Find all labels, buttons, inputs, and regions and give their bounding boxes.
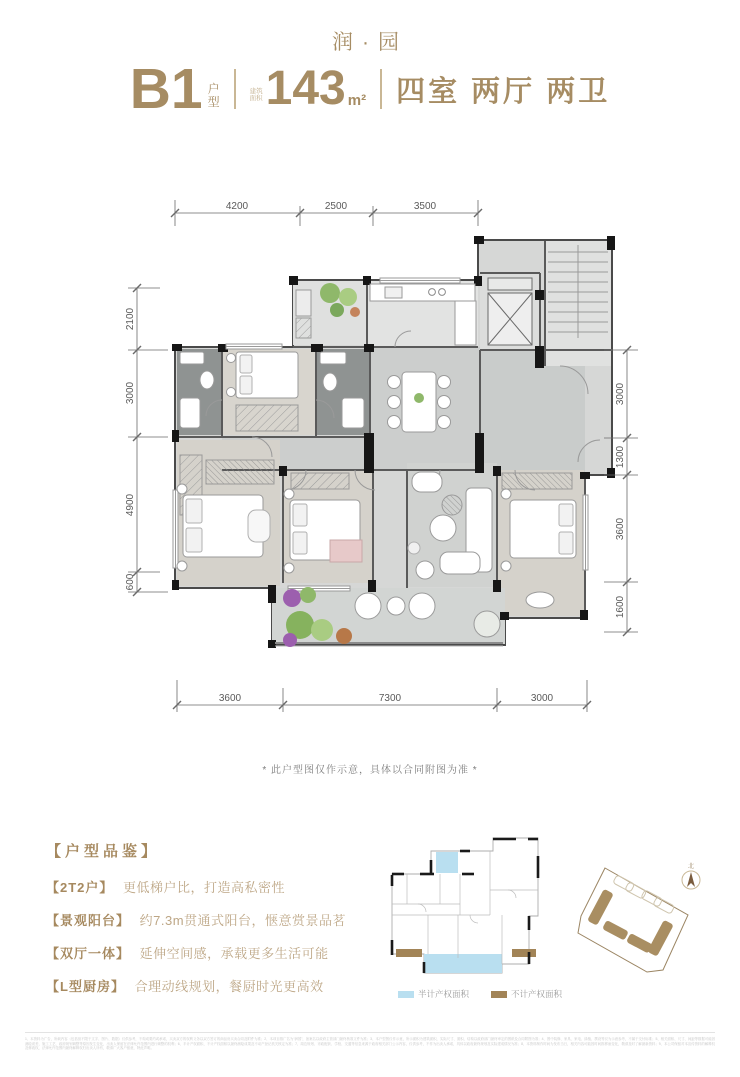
legend-half-area bbox=[398, 988, 469, 1000]
legend-excluded-area bbox=[491, 988, 562, 1000]
feature-tag: 【双厅一体】 bbox=[46, 946, 131, 961]
svg-text:3600: 3600 bbox=[615, 517, 626, 541]
mini-half-area-balcony bbox=[424, 954, 502, 973]
master-bedroom-furniture bbox=[177, 455, 274, 571]
elevator bbox=[488, 278, 532, 345]
feature-tag: 【L型厨房】 bbox=[46, 979, 125, 994]
features-section bbox=[46, 840, 376, 1009]
svg-text:2100: 2100 bbox=[125, 307, 136, 331]
svg-text:北: 北 bbox=[687, 864, 695, 870]
svg-text:1600: 1600 bbox=[615, 595, 626, 619]
excluded-area-swatch bbox=[491, 991, 507, 998]
floor-plan bbox=[172, 236, 615, 648]
north-arrow-icon bbox=[682, 862, 700, 889]
svg-text:3000: 3000 bbox=[615, 382, 626, 406]
unit-type-label: 户 型 bbox=[207, 82, 220, 109]
legal-disclaimer: 1、本资料为广告，所载内容（包括但不限于文字、图片、数据）仅供参考，不构成要约或承诺，买卖双方的权利义务以双方签订的商品房买卖合同及附件为准；2、本项目推广名为“润园”，备案名以政府主管部门最终核准文件为准；3、本户型图仅作示意，所示面积为建筑面积，实际尺寸、面积、结构以政府部门最终审定的图纸及合同附图为准；4、图中装修、家具、家电、绿植、摆设等仅为示意参考，不属于交付标准；5、相关面积、尺寸、间距等数据可能因测绘误差、施工工艺、政府规划调整等原因发生变化，出卖人保留在法律允许范围内进行调整的权利；6、半计产权面积、不计产权面积以最终测绘成果及不动产登记机关核定为准；7、周边规划、市政配套、学校、交通等信息来源于政府相关部门公示内容，仅供参考，不作为出卖人承诺，具体以政府最终规划及实际建成情况为准；8、本资料制作时间为发布当日，相关内容可能因时间推移而变化，敬请及时了解最新资料；9、本公司保留对本宣传资料的解释权及修改权，法律允许范围内最终解释权归出卖人所有，敬请广大客户留意，特此声明。 bbox=[25, 1032, 715, 1051]
mini-half-area-top bbox=[436, 852, 458, 873]
area-legend bbox=[398, 988, 584, 1000]
unit-code: B1 bbox=[129, 56, 203, 121]
svg-text:1300: 1300 bbox=[615, 445, 626, 469]
feature-item bbox=[46, 943, 376, 962]
half-area-swatch bbox=[398, 991, 414, 998]
feature-desc: 更低梯户比，打造高私密性 bbox=[123, 880, 286, 895]
project-name: 润·园 bbox=[332, 31, 408, 54]
svg-text:3500: 3500 bbox=[413, 201, 437, 212]
svg-text:3000: 3000 bbox=[530, 693, 554, 704]
ac-unit bbox=[296, 290, 311, 338]
svg-text:7300: 7300 bbox=[378, 693, 402, 704]
mini-excluded-left bbox=[396, 949, 422, 957]
mini-plan bbox=[392, 838, 538, 973]
foyer-floor bbox=[480, 350, 585, 475]
excluded-area-label: 不计产权面积 bbox=[511, 989, 563, 999]
features-title: 【户型品鉴】 bbox=[46, 843, 161, 860]
feature-item bbox=[46, 976, 376, 995]
svg-text:3600: 3600 bbox=[218, 693, 242, 704]
svg-text:4200: 4200 bbox=[225, 201, 249, 212]
feature-tag: 【2T2户】 bbox=[46, 880, 114, 895]
svg-text:2500: 2500 bbox=[324, 201, 348, 212]
half-area-label: 半计产权面积 bbox=[418, 989, 470, 999]
area-unit: m² bbox=[347, 91, 367, 109]
plan-disclaimer-note: * 此户型图仅作示意，具体以合同附图为准 * bbox=[262, 765, 478, 776]
feature-desc: 延伸空间感，承载更多生活可能 bbox=[139, 946, 329, 961]
feature-item bbox=[46, 877, 376, 896]
svg-text:4900: 4900 bbox=[125, 493, 136, 517]
feature-desc: 合理动线规划，餐厨时光更高效 bbox=[134, 979, 324, 994]
site-plan bbox=[578, 862, 700, 972]
feature-desc: 约7.3m贯通式阳台，惬意赏景品茗 bbox=[139, 913, 347, 928]
bedroom-tl-furniture bbox=[227, 352, 299, 431]
site-buildings-outline bbox=[613, 875, 675, 914]
feature-tag: 【景观阳台】 bbox=[46, 913, 131, 928]
room-count-label: 四室 两厅 两卫 bbox=[396, 75, 611, 108]
feature-item bbox=[46, 910, 376, 929]
area-value: 143 bbox=[265, 62, 346, 115]
mini-excluded-right bbox=[512, 949, 536, 957]
area-prefix-label: 建筑 面积 bbox=[249, 88, 263, 102]
dining-table bbox=[388, 372, 451, 432]
svg-text:600: 600 bbox=[125, 573, 136, 591]
svg-text:3000: 3000 bbox=[125, 381, 136, 405]
